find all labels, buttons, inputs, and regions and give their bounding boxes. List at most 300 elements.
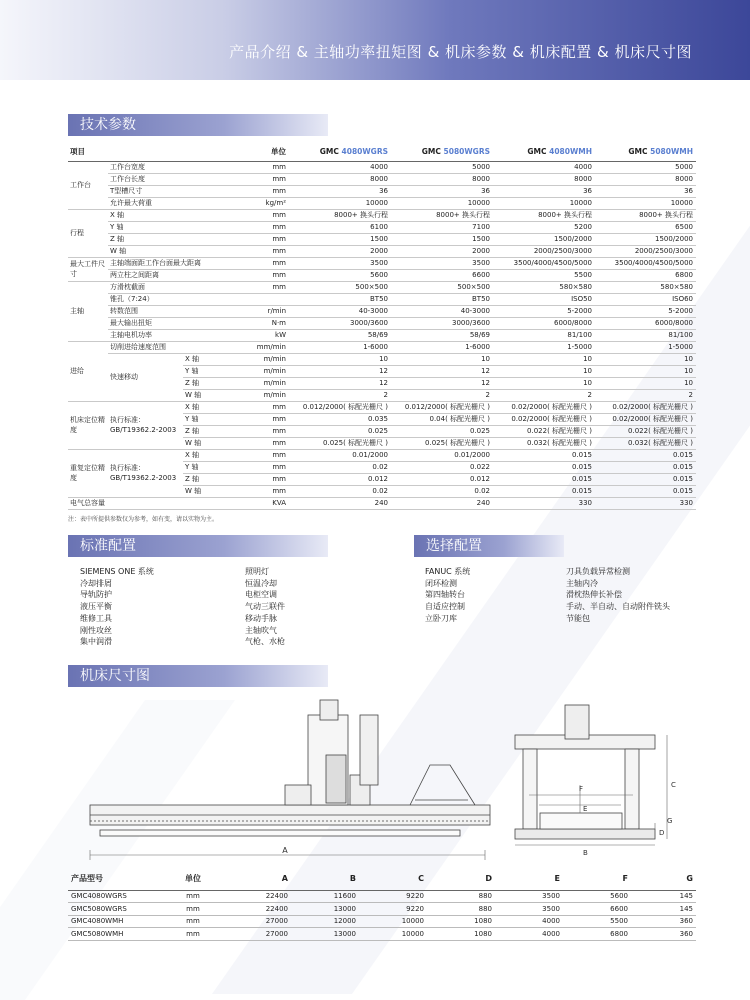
table-cell: 0.025 [391, 425, 493, 437]
list-item: 液压平衡 [80, 602, 112, 612]
spec-row [68, 329, 696, 341]
table-cell: 36 [595, 185, 696, 197]
table-cell: mm [163, 903, 223, 916]
table-cell: 6600 [391, 269, 493, 281]
dimension-table [68, 868, 696, 941]
table-cell: 3500 [391, 257, 493, 269]
header-model-3: GMC 4080WMH [493, 143, 595, 161]
subgroup-label: 快速移动 [108, 353, 183, 401]
table-cell: 12 [391, 365, 493, 377]
table-cell: 10 [595, 377, 696, 389]
table-cell: 8000+ 换头行程 [391, 209, 493, 221]
table-cell: 2000/2500/3000 [595, 245, 696, 257]
spec-row [68, 197, 696, 209]
table-cell: A [223, 868, 291, 890]
table-cell: 6800 [595, 269, 696, 281]
table-cell: 1500/2000 [595, 233, 696, 245]
table-cell: 0.015 [595, 449, 696, 461]
table-cell: r/min [233, 305, 289, 317]
table-cell: mm [163, 928, 223, 941]
spec-row [68, 221, 696, 233]
table-cell: mm [233, 173, 289, 185]
spec-row [68, 353, 696, 365]
table-cell: 0.012 [391, 473, 493, 485]
table-cell: kg/m² [233, 197, 289, 209]
table-cell: mm [233, 209, 289, 221]
header-item: 项目 [68, 143, 183, 161]
table-cell: 0.02/2000( 标配光栅尺 ) [595, 413, 696, 425]
table-cell: 22400 [223, 903, 291, 916]
machine-front-view-drawing [495, 695, 695, 865]
group-label: 电气总容量 [68, 497, 233, 509]
table-cell: 1080 [427, 915, 495, 928]
list-item: 刀具负载异常检测 [566, 567, 630, 576]
list-item: FANUC 系统 [425, 567, 471, 576]
table-cell: 1500/2000 [493, 233, 595, 245]
table-cell: 0.015 [493, 485, 595, 497]
dim-label-g: G [667, 817, 673, 825]
group-label: 最大工件尺寸 [68, 257, 108, 281]
table-cell: Y 轴 [183, 365, 233, 377]
spec-header-row [68, 143, 696, 161]
table-cell: m/min [233, 389, 289, 401]
table-cell: 880 [427, 890, 495, 903]
table-cell: 10000 [359, 928, 427, 941]
table-cell: X 轴 [183, 401, 233, 413]
table-cell: 8000 [493, 173, 595, 185]
table-cell: mm [233, 485, 289, 497]
table-cell: mm [233, 245, 289, 257]
standard-list-1 [80, 566, 154, 648]
table-cell: E [495, 868, 563, 890]
header-model-4: GMC 5080WMH [595, 143, 696, 161]
table-cell: 1-5000 [493, 341, 595, 353]
table-cell: 580×580 [595, 281, 696, 293]
table-cell: mm/min [233, 341, 289, 353]
list-item: 立卧刀库 [425, 613, 457, 623]
table-cell: 0.02/2000( 标配光栅尺 ) [595, 401, 696, 413]
table-cell: 2 [595, 389, 696, 401]
table-cell: 3500/4000/4500/5000 [493, 257, 595, 269]
dim-label-e: E [583, 805, 588, 813]
section-title-dimensions: 机床尺寸图 [68, 665, 328, 687]
table-cell: C [359, 868, 427, 890]
table-cell: 0.015 [595, 485, 696, 497]
table-cell: m/min [233, 353, 289, 365]
table-cell: 10000 [289, 197, 391, 209]
table-cell: 0.02 [289, 461, 391, 473]
header-model-1: GMC 4080WGRS [289, 143, 391, 161]
table-cell: N·m [233, 317, 289, 329]
table-cell: 4000 [493, 161, 595, 173]
table-cell: 1500 [289, 233, 391, 245]
dim-label-c: C [671, 781, 676, 789]
table-cell: 2 [289, 389, 391, 401]
table-cell: T型槽尺寸 [108, 185, 233, 197]
optional-list-1 [425, 566, 470, 625]
table-cell: 0.022( 标配光栅尺 ) [595, 425, 696, 437]
table-cell: 880 [427, 903, 495, 916]
table-cell: 1-6000 [289, 341, 391, 353]
table-cell: 0.012/2000( 标配光栅尺 ) [289, 401, 391, 413]
group-label: 行程 [68, 209, 108, 257]
table-cell: 转数范围 [108, 305, 233, 317]
table-cell: 580×580 [493, 281, 595, 293]
table-cell: X 轴 [108, 209, 233, 221]
spec-row [68, 497, 696, 509]
table-cell: 8000 [595, 173, 696, 185]
spec-row [68, 269, 696, 281]
table-cell: 工作台宽度 [108, 161, 233, 173]
spec-row [68, 257, 696, 269]
table-cell: mm [233, 437, 289, 449]
table-cell: 8000+ 换头行程 [595, 209, 696, 221]
table-cell: 3500/4000/4500/5000 [595, 257, 696, 269]
table-cell: 0.02 [391, 485, 493, 497]
table-cell: 7100 [391, 221, 493, 233]
table-cell: 5500 [563, 915, 631, 928]
table-cell: 9220 [359, 903, 427, 916]
table-cell: Z 轴 [183, 377, 233, 389]
table-cell: 10 [595, 365, 696, 377]
list-item: 主轴吹气 [245, 625, 277, 635]
table-cell: Z 轴 [183, 425, 233, 437]
table-cell: 10 [289, 353, 391, 365]
table-cell: 4000 [289, 161, 391, 173]
list-item: 电柜空调 [245, 590, 277, 600]
group-label: 重复定位精度 [68, 449, 108, 497]
table-cell: 145 [631, 890, 696, 903]
table-cell: m/min [233, 365, 289, 377]
table-cell: 两立柱之间距离 [108, 269, 233, 281]
table-cell: 1080 [427, 928, 495, 941]
table-cell: 12 [289, 365, 391, 377]
table-cell: 360 [631, 915, 696, 928]
table-cell: Y 轴 [183, 413, 233, 425]
table-cell: 500×500 [289, 281, 391, 293]
table-row [68, 903, 696, 916]
table-cell: 13000 [291, 928, 359, 941]
table-cell: 0.022( 标配光栅尺 ) [493, 425, 595, 437]
list-item: 冷却排屑 [80, 578, 112, 588]
header-banner [0, 0, 750, 80]
spec-row [68, 185, 696, 197]
table-cell: 6000/8000 [595, 317, 696, 329]
list-item: SIEMENS ONE 系统 [80, 567, 154, 576]
table-cell: 1500 [391, 233, 493, 245]
table-cell: 12 [391, 377, 493, 389]
table-cell: 81/100 [595, 329, 696, 341]
table-cell: 0.032( 标配光栅尺 ) [595, 437, 696, 449]
table-cell: BT50 [289, 293, 391, 305]
table-cell: 8000 [391, 173, 493, 185]
spec-note: 注：表中所提供参数仅为参考，如有变，请以实物为主。 [68, 516, 219, 523]
table-cell: 240 [391, 497, 493, 509]
table-cell: 0.025( 标配光栅尺 ) [391, 437, 493, 449]
table-cell: 1-6000 [391, 341, 493, 353]
list-item: 移动手脉 [245, 613, 277, 623]
machine-side-view-drawing [80, 695, 495, 865]
table-cell: Y 轴 [183, 461, 233, 473]
section-title-specs: 技术参数 [68, 114, 328, 136]
section-title-optional: 选择配置 [414, 535, 564, 557]
table-cell: W 轴 [183, 485, 233, 497]
table-cell: 40-3000 [289, 305, 391, 317]
table-cell: 81/100 [493, 329, 595, 341]
table-cell: 27000 [223, 928, 291, 941]
spec-row [68, 293, 696, 305]
table-cell: mm [233, 233, 289, 245]
table-cell: 330 [595, 497, 696, 509]
table-cell: 8000+ 换头行程 [493, 209, 595, 221]
table-cell: 0.022 [391, 461, 493, 473]
list-item: 恒温冷却 [245, 578, 277, 588]
table-cell: 3500 [495, 903, 563, 916]
spec-row [68, 401, 696, 413]
table-cell: 主轴电机功率 [108, 329, 233, 341]
dim-label-b: B [583, 849, 588, 857]
header-unit: 单位 [233, 143, 289, 161]
table-cell: X 轴 [183, 449, 233, 461]
table-cell: 0.012/2000( 标配光栅尺 ) [391, 401, 493, 413]
table-cell: 12000 [291, 915, 359, 928]
table-cell: 切削进给速度范围 [108, 341, 233, 353]
table-cell: 10 [493, 377, 595, 389]
table-cell: 0.02/2000( 标配光栅尺 ) [493, 413, 595, 425]
table-cell: 工作台长度 [108, 173, 233, 185]
list-item: 气枪、水枪 [245, 637, 285, 647]
table-cell: 0.04( 标配光栅尺 ) [391, 413, 493, 425]
table-cell: 10 [493, 365, 595, 377]
standard-list-2 [245, 566, 285, 648]
list-item: 主轴内冷 [566, 578, 598, 588]
table-cell: 0.025( 标配光栅尺 ) [289, 437, 391, 449]
table-cell: mm [233, 281, 289, 293]
group-label: 主轴 [68, 281, 108, 341]
table-cell: mm [233, 449, 289, 461]
table-cell: 0.012 [289, 473, 391, 485]
page-title: 产品介绍 & 主轴功率扭矩图 & 机床参数 & 机床配置 & 机床尺寸图 [229, 43, 692, 61]
table-cell: mm [233, 161, 289, 173]
table-cell: mm [233, 269, 289, 281]
table-cell: ISO50 [493, 293, 595, 305]
section-title-standard: 标准配置 [68, 535, 328, 557]
spec-row [68, 449, 696, 461]
list-item: 手动、半自动、自动附件铣头 [566, 602, 670, 612]
list-item: 导轨防护 [80, 590, 112, 600]
table-cell: 36 [289, 185, 391, 197]
table-cell: 0.02/2000( 标配光栅尺 ) [493, 401, 595, 413]
list-item: 自适应控制 [425, 602, 465, 612]
dim-header-row [68, 868, 696, 890]
table-cell: X 轴 [183, 353, 233, 365]
dim-label-a: A [282, 846, 288, 855]
table-cell: D [427, 868, 495, 890]
table-cell: 500×500 [391, 281, 493, 293]
spec-row [68, 245, 696, 257]
table-cell: 2 [391, 389, 493, 401]
table-cell: kW [233, 329, 289, 341]
table-cell: 58/69 [391, 329, 493, 341]
table-row [68, 915, 696, 928]
table-cell: mm [163, 915, 223, 928]
list-item: 维修工具 [80, 613, 112, 623]
table-cell: 10000 [359, 915, 427, 928]
table-cell: B [291, 868, 359, 890]
table-cell: 5200 [493, 221, 595, 233]
spec-table [68, 143, 696, 510]
table-cell: 0.015 [493, 449, 595, 461]
table-cell: 10000 [595, 197, 696, 209]
table-cell: 22400 [223, 890, 291, 903]
table-cell: 5-2000 [493, 305, 595, 317]
group-label: 进给 [68, 341, 108, 401]
table-cell: F [563, 868, 631, 890]
list-item: 第四轴转台 [425, 590, 465, 600]
table-cell: 3000/3600 [391, 317, 493, 329]
table-cell: mm [233, 461, 289, 473]
table-row [68, 928, 696, 941]
table-cell: 5600 [289, 269, 391, 281]
list-item: 气动三联件 [245, 602, 285, 612]
table-cell: mm [233, 413, 289, 425]
group-label: 工作台 [68, 161, 108, 209]
list-item: 刚性攻丝 [80, 625, 112, 635]
table-cell: 5500 [493, 269, 595, 281]
table-cell: GMC5080WMH [68, 928, 163, 941]
table-cell: 10000 [391, 197, 493, 209]
optional-list-2 [566, 566, 670, 625]
group-label: 机床定位精度 [68, 401, 108, 449]
table-cell: 方滑枕截面 [108, 281, 233, 293]
table-cell: mm [233, 185, 289, 197]
table-cell: W 轴 [183, 437, 233, 449]
table-cell: 锥孔（7:24） [108, 293, 233, 305]
spec-row [68, 209, 696, 221]
spec-row [68, 281, 696, 293]
table-cell: 0.01/2000 [391, 449, 493, 461]
table-cell: mm [233, 473, 289, 485]
list-item: 节能包 [566, 613, 590, 623]
table-cell: 10 [595, 353, 696, 365]
table-cell: 9220 [359, 890, 427, 903]
table-cell: 2000 [289, 245, 391, 257]
table-cell: mm [233, 401, 289, 413]
dim-label-d: D [659, 829, 665, 837]
table-cell: 1-5000 [595, 341, 696, 353]
table-cell: 2000 [391, 245, 493, 257]
table-cell: Y 轴 [108, 221, 233, 233]
table-cell: 单位 [163, 868, 223, 890]
spec-row [68, 161, 696, 173]
table-cell: mm [163, 890, 223, 903]
table-cell: 11600 [291, 890, 359, 903]
list-item: 滑枕热伸长补偿 [566, 590, 622, 600]
list-item: 集中润滑 [80, 637, 112, 647]
table-cell: 12 [289, 377, 391, 389]
table-cell: 330 [493, 497, 595, 509]
table-cell: 36 [391, 185, 493, 197]
spec-row [68, 233, 696, 245]
table-cell: 0.025 [289, 425, 391, 437]
table-cell: 6800 [563, 928, 631, 941]
table-cell: 8000 [289, 173, 391, 185]
spec-row [68, 305, 696, 317]
table-cell: 3000/3600 [289, 317, 391, 329]
table-cell: GMC5080WGRS [68, 903, 163, 916]
table-cell: 5000 [595, 161, 696, 173]
table-cell: 4000 [495, 928, 563, 941]
table-cell: 5-2000 [595, 305, 696, 317]
spec-row [68, 317, 696, 329]
table-cell: 3500 [289, 257, 391, 269]
table-cell: 0.035 [289, 413, 391, 425]
table-cell: ISO60 [595, 293, 696, 305]
dim-label-f: F [579, 785, 584, 793]
standard-label: 执行标准：GB/T19362.2-2003 [108, 401, 183, 449]
table-row [68, 890, 696, 903]
header-model-2: GMC 5080WGRS [391, 143, 493, 161]
table-cell: mm [233, 221, 289, 233]
table-cell: 27000 [223, 915, 291, 928]
table-cell: mm [233, 425, 289, 437]
table-cell: GMC4080WGRS [68, 890, 163, 903]
table-cell: 40-3000 [391, 305, 493, 317]
table-cell: 0.032( 标配光栅尺 ) [493, 437, 595, 449]
table-cell: 5600 [563, 890, 631, 903]
table-cell: 6500 [595, 221, 696, 233]
table-cell: 6000/8000 [493, 317, 595, 329]
table-cell: Z 轴 [108, 233, 233, 245]
table-cell: 0.015 [595, 473, 696, 485]
table-cell [233, 293, 289, 305]
table-cell: 10000 [493, 197, 595, 209]
table-cell: 3500 [495, 890, 563, 903]
table-cell: 2 [493, 389, 595, 401]
table-cell: 360 [631, 928, 696, 941]
table-cell: 4000 [495, 915, 563, 928]
table-cell: 36 [493, 185, 595, 197]
table-cell: 0.02 [289, 485, 391, 497]
table-cell: mm [233, 257, 289, 269]
table-cell: BT50 [391, 293, 493, 305]
table-cell: 0.01/2000 [289, 449, 391, 461]
table-cell: 6600 [563, 903, 631, 916]
table-cell: W 轴 [183, 389, 233, 401]
table-cell: 145 [631, 903, 696, 916]
table-cell: 0.015 [595, 461, 696, 473]
table-cell: 13000 [291, 903, 359, 916]
table-cell: 2000/2500/3000 [493, 245, 595, 257]
table-cell: 10 [493, 353, 595, 365]
table-cell: W 轴 [108, 245, 233, 257]
table-cell: 6100 [289, 221, 391, 233]
table-cell: 产品型号 [68, 868, 163, 890]
table-cell: 最大输出扭矩 [108, 317, 233, 329]
table-cell: Z 轴 [183, 473, 233, 485]
spec-row [68, 341, 696, 353]
table-cell: GMC4080WMH [68, 915, 163, 928]
standard-label: 执行标准：GB/T19362.2-2003 [108, 449, 183, 497]
table-cell: KVA [233, 497, 289, 509]
table-cell: 10 [391, 353, 493, 365]
table-cell: 允许最大荷重 [108, 197, 233, 209]
list-item: 闭环检测 [425, 578, 457, 588]
table-cell: 5000 [391, 161, 493, 173]
table-cell: 主轴端面距工作台面最大距离 [108, 257, 233, 269]
table-cell: 240 [289, 497, 391, 509]
table-cell: 8000+ 换头行程 [289, 209, 391, 221]
